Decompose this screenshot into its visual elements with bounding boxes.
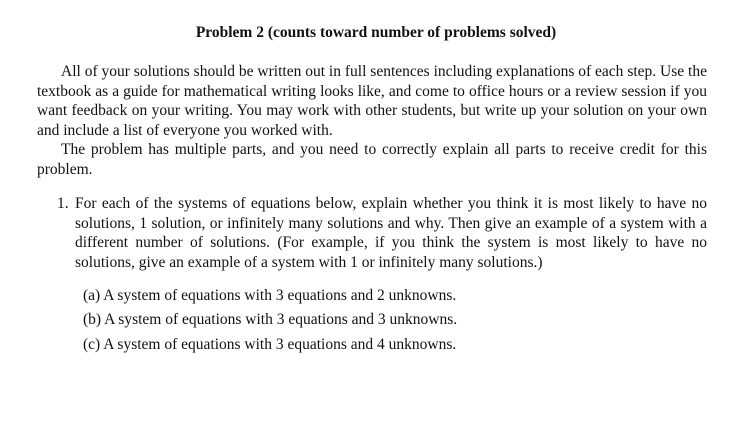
- paragraph-instructions: All of your solutions should be written out in full sentences including explanations of each step. Use the textbook as a guide for mathematical writing looks like, and come to office hours or a review session if you want feedback on your writing. You may work with other students, but write up your solution on your own and include a list of everyone you worked with.: [37, 63, 707, 139]
- parts-paragraph: [37, 140, 707, 179]
- subpart-b: (b) A system of equations with 3 equations and 3 unknowns.: [83, 311, 458, 328]
- instructions-paragraph: [37, 62, 707, 140]
- problem-title: Problem 2 (counts toward number of problems solved): [195, 24, 557, 41]
- list-item-text: For each of the systems of equations below, explain whether you think it is most likely to have no solutions, 1 solution, or infinitely many solutions and why. Then give an example of a system with a different number of solutions. (For example, if you think the system is most likely to have no solutions, give an example of a system with 1 or infinitely many solutions.): [75, 195, 707, 271]
- list-item-number: 1.: [57, 195, 69, 212]
- list-item: [57, 194, 707, 272]
- subpart-a: (a) A system of equations with 3 equations and 2 unknowns.: [83, 287, 457, 304]
- subpart-c: (c) A system of equations with 3 equations and 4 unknowns.: [83, 336, 457, 353]
- problem-list: [57, 194, 707, 272]
- paragraph-parts-note: The problem has multiple parts, and you need to correctly explain all parts to receive credit for this problem.: [37, 141, 707, 178]
